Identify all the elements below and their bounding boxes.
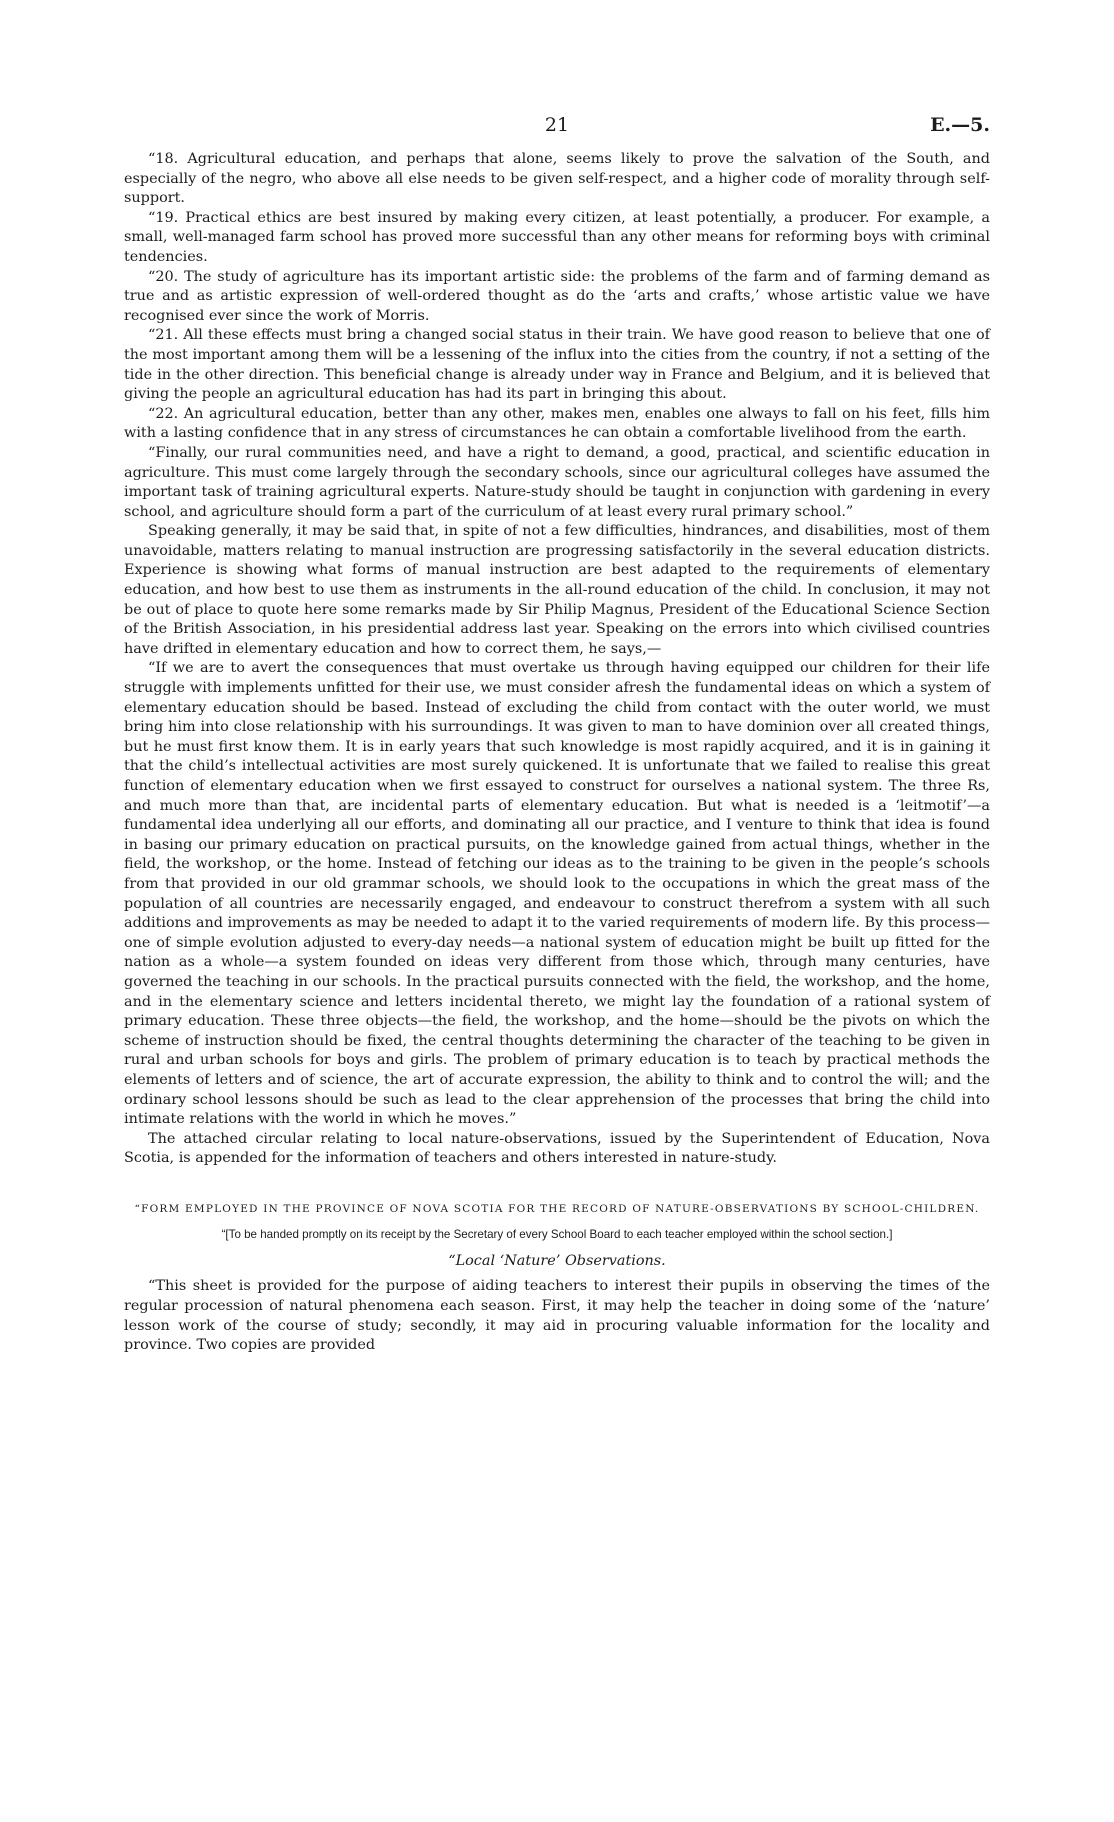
- form-subtitle: “Local ‘Nature’ Observations.: [448, 1252, 666, 1269]
- page-header: [0, 114, 1114, 144]
- paragraph: “If we are to avert the consequences that must overtake us through having equipped our children for their life struggle with implements unfitted for their use, we must consider afresh the fundamental ideas on which a system of elementary education should be based. Instead of excluding the child from contact with the outer world, we must bring him into close relationship with his surroundings. It was given to man to have dominion over all created things, but he must first know them. It is in early years that such knowledge is most rapidly acquired, and it is in gaining it that the child’s intellectual activities are most surely quickened. It is unfortunate that we failed to realise this great function of elementary education when we first essayed to construct for ourselves a national system. The three Rs, and much more than that, are incidental parts of elementary education. But what is needed is a ‘leitmotif’—a fundamental idea underlying all our efforts, and dominating all our practice, and I venture to think that idea is found in basing our primary education on practical pursuits, on the knowledge gained from actual things, whether in the field, the workshop, or the home. Instead of fetching our ideas as to the training to be given in the people’s schools from that provided in our old grammar schools, we should look to the occupations in which the great mass of the population of all countries are necessarily engaged, and endeavour to construct therefrom a system with all such additions and improvements as may be needed to adapt it to the varied requirements of modern life. By this process—one of simple evolution adjusted to every-day needs—a national system of education might be built up fitted for the nation as a whole—a system founded on ideas very different from those which, through many centuries, have governed the teaching in our schools. In the practical pursuits connected with the field, the workshop, and the home, and in the elementary science and letters incidental thereto, we might lay the foundation of a rational system of primary education. These three objects—the field, the workshop, and the home—should be the pivots on which the scheme of instruction should be fixed, the central thoughts determining the character of the teaching to be given in rural and urban schools for boys and girls. The problem of primary education is to teach by practical methods the elements of letters and of science, the art of accurate expression, the ability to think and to control the will; and the ordinary school lessons should be such as lead to the clear apprehension of the processes that bring the child into intimate relations with the world in which he moves.”: [124, 660, 990, 1128]
- paragraph: “18. Agricultural education, and perhaps that alone, seems likely to prove the salvation of the South, and especially of the negro, who above all else needs to be given self-respect, and a higher code of morality through self-support.: [124, 151, 990, 207]
- final-paragraph: “This sheet is provided for the purpose of aiding teachers to interest their pupils in observing the times of the regular procession of natural phenomena each season. First, it may help the teacher in doing some of the ‘nature’ lesson work of the course of study; secondly, it may aid in procuring valuable information for the locality and province. Two copies are provided: [124, 1278, 990, 1354]
- paragraph: The attached circular relating to local nature-observations, issued by the Superintendent of Education, Nova Scotia, is appended for the information of teachers and others interested in nature-study.: [124, 1130, 990, 1167]
- document-reference: E.—5.: [930, 114, 990, 136]
- paragraph: “21. All these effects must bring a changed social status in their train. We have good reason to believe that one of the most important among them will be a lessening of the influx into the cities from the country, if not a setting of the tide in the other direction. This beneficial change is already under way in France and Belgium, and it is believed that giving the people an agricultural education has had its part in bringing this about.: [124, 327, 990, 403]
- paragraph: “Finally, our rural communities need, and have a right to demand, a good, practical, and scientific education in agriculture. This must come largely through the secondary schools, since our agricultural colleges have assumed the important task of training agricultural experts. Nature-study should be taught in conjunction with gardening in every school, and agriculture should form a part of the curriculum of at least every rural primary school.”: [124, 444, 990, 520]
- paragraph: “20. The study of agriculture has its important artistic side: the problems of the farm and of farming demand as true and as artistic expression of well-ordered thought as do the ‘arts and crafts,’ whose artistic value we have recognised ever since the work of Morris.: [124, 268, 990, 324]
- form-heading: “FORM EMPLOYED IN THE PROVINCE OF NOVA SCOTIA FOR THE RECORD OF NATURE-OBSERVATIONS BY SCHOOL-CHILDREN.: [134, 1202, 980, 1215]
- page-number: 21: [544, 114, 570, 136]
- paragraph: “22. An agricultural education, better than any other, makes men, enables one always to fall on his feet, fills him with a lasting confidence that in any stress of circumstances he can obtain a comfortable livelihood from the earth.: [124, 405, 990, 442]
- paragraph: Speaking generally, it may be said that, in spite of not a few difficulties, hindrances, and disabilities, most of them unavoidable, matters relating to manual instruction are progressing satisfactorily in the several education districts. Experience is showing what forms of manual instruction are best adapted to the requirements of elementary education, and how best to use them as instruments in the all-round education of the child. In conclusion, it may not be out of place to quote here some remarks made by Sir Philip Magnus, President of the Educational Science Section of the British Association, in his presidential address last year. Speaking on the errors into which civilised countries have drifted in elementary education and how to correct them, he says,—: [124, 523, 990, 657]
- paragraph: “19. Practical ethics are best insured by making every citizen, at least potentially, a producer. For example, a small, well-managed farm school has proved more successful than any other means for reforming boys with criminal tendencies.: [124, 209, 990, 265]
- body-text: [124, 150, 990, 1356]
- form-instruction: “[To be handed promptly on its receipt by the Secretary of every School Board to each teacher employed within the school section.]: [221, 1227, 893, 1241]
